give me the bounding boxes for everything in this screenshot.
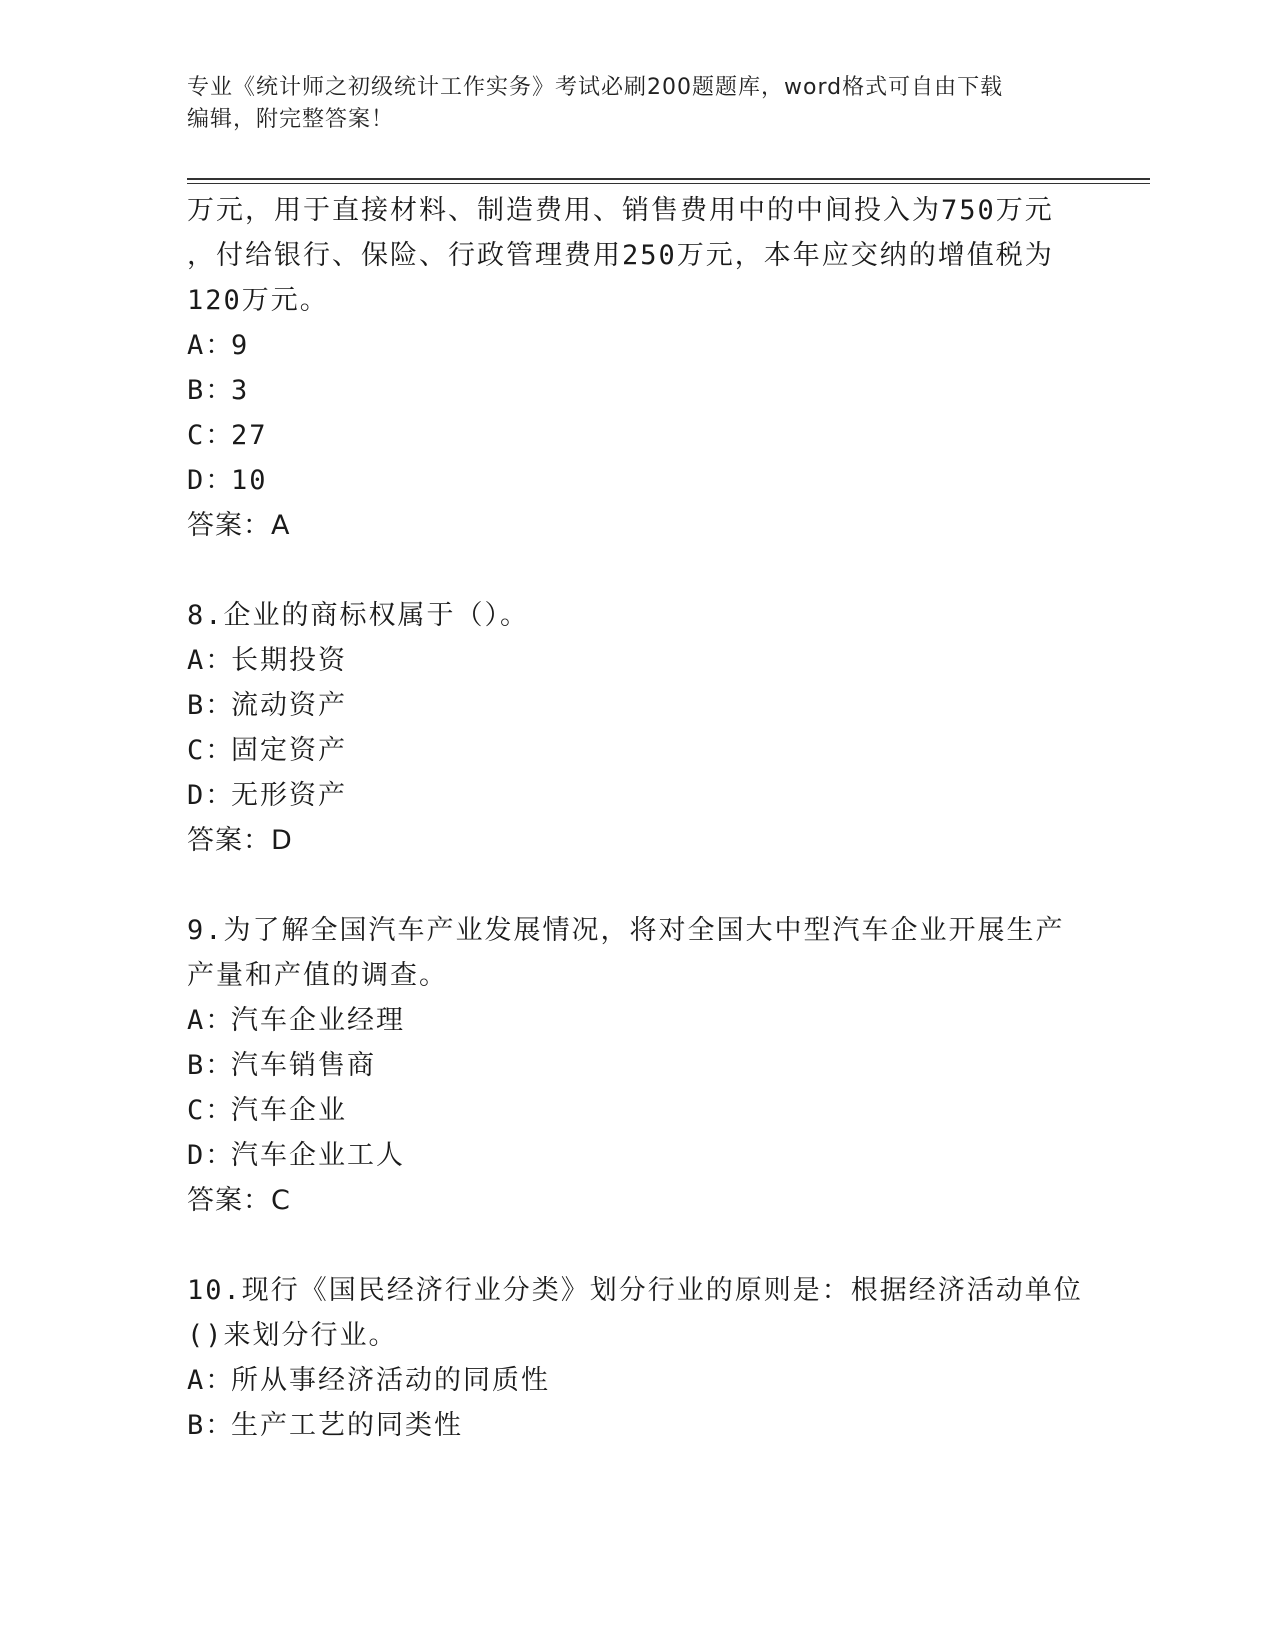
- option-b: B：流动资产: [187, 690, 347, 721]
- option-a: A：9: [187, 330, 250, 361]
- question-text-line: 产量和产值的调查。: [187, 960, 448, 991]
- question-list: [187, 188, 1087, 1448]
- question-text-line: ，付给银行、保险、行政管理费用250万元，本年应交纳的增值税为: [187, 240, 1054, 271]
- answer-line: 答案：A: [187, 510, 291, 541]
- option-c: C：汽车企业: [187, 1095, 347, 1126]
- question-9: [187, 908, 1087, 1223]
- document-header: [187, 72, 1087, 136]
- option-b: B：汽车销售商: [187, 1050, 376, 1081]
- option-a: A：汽车企业经理: [187, 1005, 405, 1036]
- option-a: A：长期投资: [187, 645, 347, 676]
- question-continued: [187, 188, 1087, 548]
- header-divider-thin: [187, 183, 1150, 184]
- option-c: C：27: [187, 420, 268, 451]
- question-text-line: 8.企业的商标权属于（）。: [187, 600, 530, 631]
- header-line-1: 专业《统计师之初级统计工作实务》考试必刷200题题库，word格式可自由下载: [187, 75, 1004, 100]
- header-line-2: 编辑，附完整答案！: [187, 107, 395, 132]
- question-text-line: 120万元。: [187, 285, 329, 316]
- answer-line: 答案：D: [187, 825, 293, 856]
- question-text-line: 10.现行《国民经济行业分类》划分行业的原则是：根据经济活动单位: [187, 1275, 1083, 1306]
- question-8: [187, 593, 1087, 863]
- option-d: D：汽车企业工人: [187, 1140, 405, 1171]
- question-10: [187, 1268, 1087, 1448]
- option-b: B：生产工艺的同类性: [187, 1410, 463, 1441]
- header-divider-thick: [187, 178, 1150, 180]
- option-a: A：所从事经济活动的同质性: [187, 1365, 550, 1396]
- option-c: C：固定资产: [187, 735, 347, 766]
- option-b: B：3: [187, 375, 250, 406]
- option-d: D：无形资产: [187, 780, 347, 811]
- option-d: D：10: [187, 465, 268, 496]
- question-text-line: 9.为了解全国汽车产业发展情况，将对全国大中型汽车企业开展生产: [187, 915, 1065, 946]
- answer-line: 答案：C: [187, 1185, 291, 1216]
- question-text-line: ()来划分行业。: [187, 1320, 398, 1351]
- question-text-line: 万元，用于直接材料、制造费用、销售费用中的中间投入为750万元: [187, 195, 1054, 226]
